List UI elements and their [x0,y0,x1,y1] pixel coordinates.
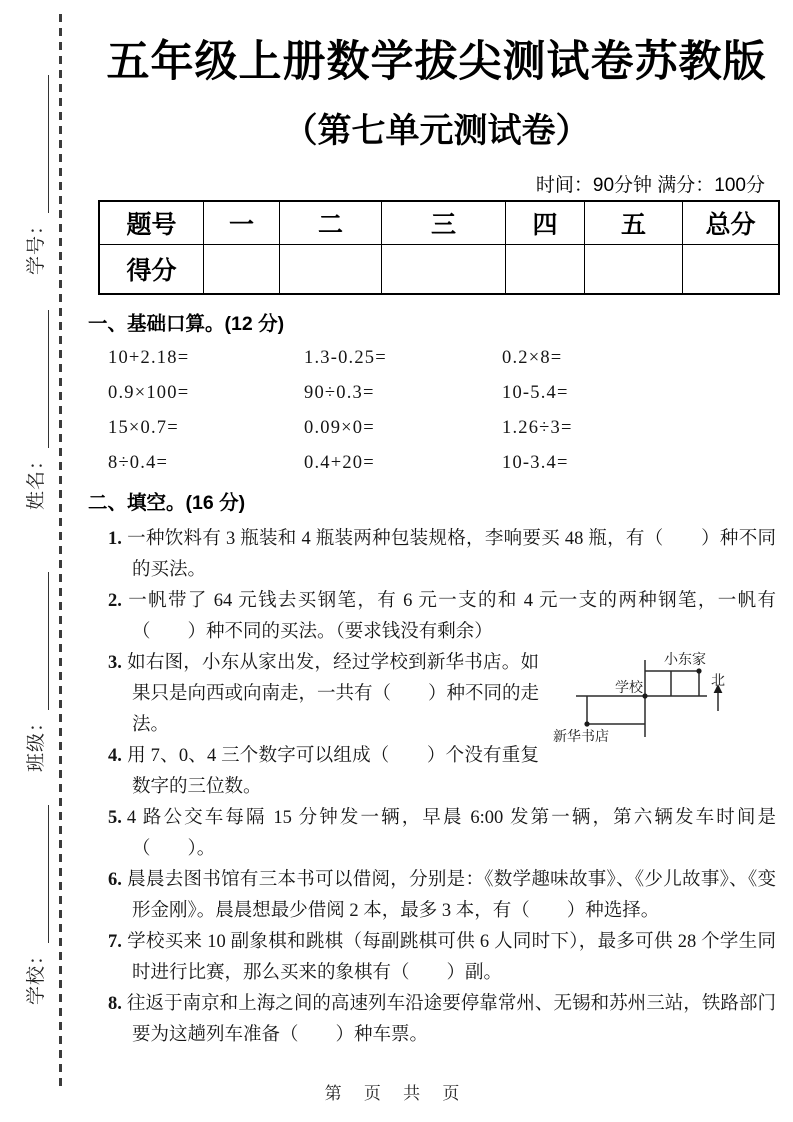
oral-problem: 0.9×100= [108,383,190,403]
score-table-header-row [99,201,779,245]
section-two-heading: 二、填空。(16 分) [88,492,246,514]
fill-item-8 [108,989,776,1051]
score-header-cell: 三 [382,201,506,245]
oral-problem: 0.2×8= [502,348,563,368]
exam-info: 时间：90分钟 满分：100分 [535,175,765,196]
score-cell [382,245,506,295]
oral-problem: 1.26÷3= [502,418,573,438]
label-bookstore: 新华书店 [553,730,609,744]
score-cell [585,245,683,295]
item-number: 3. [108,653,122,673]
item-text: 一帆带了 64 元钱去买钢笔，有 6 元一支的和 4 元一支的两种钢笔，一帆有（ ）种不同的买法。（要求钱没有剩余） [126,591,776,642]
item-text: 如右图，小东从家出发，经过学校到新华书店。如果只是向西或向南走，一共有（ ）种不同的走法。 [126,653,540,735]
page-subtitle: （第七单元测试卷） [283,112,590,150]
item-number: 1. [108,529,122,549]
item-text: 往返于南京和上海之间的高速列车沿途要停靠常州、无锡和苏州三站，铁路部门要为这趟列车准备（ ）种车票。 [126,994,776,1045]
item-number: 8. [108,994,122,1014]
student-id-label: 学号： [26,214,47,275]
class-blank-line [33,572,49,710]
oral-problem: 0.09×0= [304,418,375,438]
score-row-label: 得分 [99,245,204,295]
page-title: 五年级上册数学拔尖测试卷苏教版 [106,38,767,86]
oral-problem: 10-5.4= [502,383,569,403]
score-header-cell: 一 [204,201,280,245]
item-text: 一种饮料有 3 瓶装和 4 瓶装两种包装规格，李响要买 48 瓶，有（ ）种不同的买法。 [126,529,776,580]
item-text: 学校买来 10 副象棋和跳棋（每副跳棋可供 6 人同时下），最多可供 28 个学生同时进行比赛，那么买来的象棋有（ ）副。 [126,932,776,983]
score-cell [204,245,280,295]
score-header-cell: 总分 [683,201,780,245]
oral-problem: 8÷0.4= [108,453,169,473]
score-cell [280,245,382,295]
item-text: 4 路公交车每隔 15 分钟发一辆，早晨 6:00 发第一辆，第六辆发车时间是（ ）。 [126,808,776,859]
oral-problem: 0.4+20= [304,453,375,473]
oral-problems-grid [108,348,785,474]
fill-item-6 [108,865,776,927]
fill-item-2 [108,586,776,648]
label-north: 北 [711,674,725,689]
fill-item-3 [108,648,776,744]
oral-problem: 1.3-0.25= [304,348,387,368]
route-diagram [551,646,726,744]
oral-problem: 10+2.18= [108,348,190,368]
oral-problem: 90÷0.3= [304,383,375,403]
item-number: 5. [108,808,122,828]
test-paper [88,0,785,1051]
score-header-cell: 题号 [99,201,204,245]
label-xiaodong-home: 小东家 [664,653,706,668]
fill-item-5 [108,803,776,865]
section-one-heading: 一、基础口算。(12 分) [88,313,285,335]
school-blank-line [33,805,49,943]
score-cell [506,245,585,295]
oral-problem: 15×0.7= [108,418,179,438]
item-number: 6. [108,870,122,890]
score-table-score-row [99,245,779,295]
page-footer: 第 页 共 页 [324,1084,469,1103]
name-label: 姓名： [26,449,47,510]
item-number: 4. [108,746,122,766]
name-blank-line [33,310,49,448]
item-number: 2. [108,591,122,611]
sidebar-field-class [23,572,49,772]
sidebar-field-name [23,310,49,510]
label-school: 学校 [615,681,643,696]
class-label: 班级： [26,711,47,772]
fill-in-items [108,524,776,1051]
oral-problem: 10-3.4= [502,453,569,473]
item-text: 晨晨去图书馆有三本书可以借阅，分别是：《数学趣味故事》、《少儿故事》、《变形金刚》。晨晨想最少借阅 2 本，最多 3 本，有（ ）种选择。 [126,870,776,921]
school-label: 学校： [26,944,47,1005]
score-cell [683,245,780,295]
sidebar-field-school [23,805,49,1005]
item-number: 7. [108,932,122,952]
score-table [98,200,780,295]
cut-dashed-line [59,14,62,1088]
student-id-blank-line [33,75,49,213]
score-header-cell: 二 [280,201,382,245]
fill-item-1 [108,524,776,586]
sidebar-field-student-id [23,75,49,275]
score-header-cell: 五 [585,201,683,245]
fill-item-4 [108,741,776,803]
score-header-cell: 四 [506,201,585,245]
item-text: 用 7、0、4 三个数字可以组成（ ）个没有重复数字的三位数。 [126,746,539,797]
fill-item-7 [108,927,776,989]
